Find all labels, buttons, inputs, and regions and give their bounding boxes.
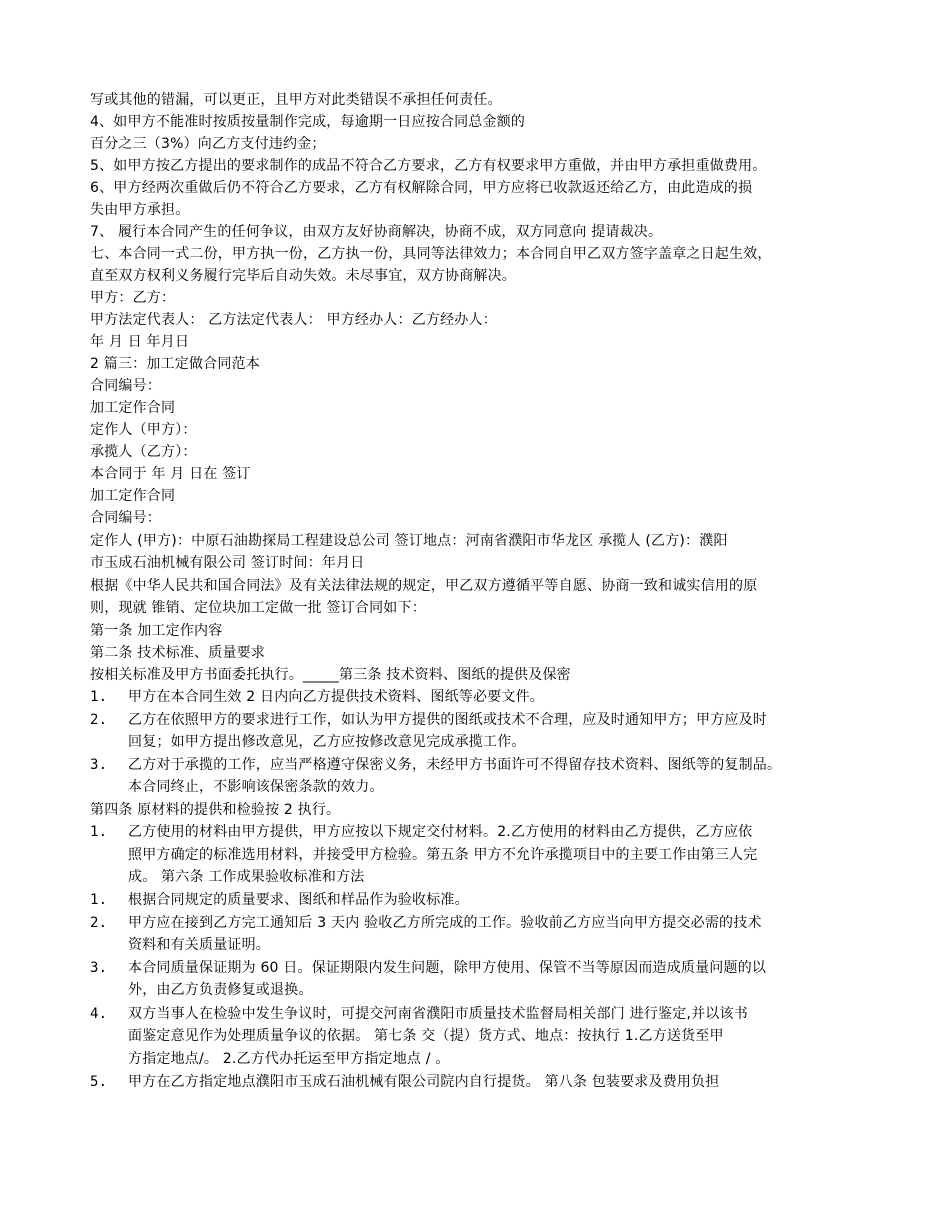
list-item — [90, 957, 766, 979]
item-text: 资料和有关质量证明。 — [128, 937, 270, 953]
list-item — [90, 1071, 720, 1093]
item-text: 方指定地点/。 2.乙方代办托运至甲方指定地点 / 。 — [128, 1051, 450, 1067]
text-line: 4、如甲方不能准时按质按量制作完成，每逾期一日应按合同总金额的 — [90, 114, 526, 130]
item-number: 5. — [90, 1074, 108, 1090]
text-line: 市玉成石油机械有限公司 签订时间：年月日 — [90, 555, 365, 571]
text-line: 5、如甲方按乙方提出的要求制作的成品不符合乙方要求，乙方有权要求甲方重做，并由甲方承担重做费用。 — [90, 158, 767, 174]
list-item — [90, 889, 469, 911]
item-number: 3. — [90, 757, 108, 773]
item-text: 成。 第六条 工作成果验收标准和方法 — [128, 869, 365, 885]
text-line: 7、 履行本合同产生的任何争议，由双方友好协商解决，协商不成，双方同意向 提请裁决。 — [90, 224, 663, 240]
text-line: 则，现就 锥销、定位块加工定做一批 签订合同如下： — [90, 600, 426, 616]
text-line: 第二条 技术标准、质量要求 — [90, 645, 266, 661]
text-line: 定作人 (甲方)：中原石油勘探局工程建设总公司 签订地点：河南省濮阳市华龙区 承揽人 (乙方)：濮阳 — [90, 533, 728, 549]
item-number: 3. — [90, 960, 108, 976]
item-text: 甲方在本合同生效 2 日内向乙方提供技术资料、图纸等必要文件。 — [128, 689, 545, 705]
text-line: 6、甲方经两次重做后仍不符合乙方要求，乙方有权解除合同，甲方应将已收款返还给乙方，由此造成的损 — [90, 180, 753, 196]
list-item — [90, 821, 752, 843]
text-line: 按相关标准及甲方书面委托执行。_____第三条 技术资料、图纸的提供及保密 — [90, 667, 571, 683]
text-line: 加工定作合同 — [90, 400, 176, 416]
list-item — [90, 709, 767, 731]
text-line: 年 月 日 年月日 — [90, 334, 190, 350]
text-line: 根据《中华人民共和国合同法》及有关法律法规的规定，甲乙双方遵循平等自愿、协商一致和诚实信用的原 — [90, 578, 758, 594]
item-number: 2. — [90, 712, 108, 728]
text-line: 甲方：乙方： — [90, 290, 176, 306]
item-text: 面鉴定意见作为处理质量争议的依据。 第七条 交（提）货方式、地点：按执行 1.乙方送货至甲 — [128, 1028, 724, 1044]
text-line: 合同编号： — [90, 510, 161, 526]
text-line: 承揽人（乙方）： — [90, 444, 197, 460]
text-line: 定作人（甲方）： — [90, 422, 197, 438]
list-item — [90, 912, 762, 934]
item-text: 乙方在依照甲方的要求进行工作，如认为甲方提供的图纸或技术不合理，应及时通知甲方；甲方应及时 — [128, 712, 767, 728]
text-line: 合同编号： — [90, 378, 161, 394]
item-number: 4. — [90, 1006, 108, 1022]
text-line: 百分之三（3%）向乙方支付违约金； — [90, 136, 326, 152]
text-line: 本合同于 年 月 日在 签订 — [90, 466, 251, 482]
list-item — [90, 686, 544, 708]
text-line: 加工定作合同 — [90, 488, 176, 504]
item-text: 甲方在乙方指定地点濮阳市玉成石油机械有限公司院内自行提货。 第八条 包装要求及费用负担 — [128, 1074, 720, 1090]
text-line: 第四条 原材料的提供和检验按 2 执行。 — [90, 802, 341, 818]
item-number: 1. — [90, 824, 108, 840]
list-item — [90, 1003, 748, 1025]
item-text: 双方当事人在检验中发生争议时，可提交河南省濮阳市质量技术监督局相关部门 进行鉴定,并以该书 — [128, 1006, 748, 1022]
item-text: 甲方应在接到乙方完工通知后 3 天内 验收乙方所完成的工作。验收前乙方应当向甲方提交必需的技术 — [128, 915, 762, 931]
text-line: 甲方法定代表人： 乙方法定代表人： 甲方经办人：乙方经办人： — [90, 312, 497, 328]
item-text: 外，由乙方负责修复或退换。 — [128, 982, 313, 998]
list-item — [90, 754, 781, 776]
item-number: 1. — [90, 689, 108, 705]
item-text: 乙方对于承揽的工作，应当严格遵守保密义务，未经甲方书面许可不得留存技术资料、图纸等的复制品。 — [128, 757, 782, 773]
item-text: 本合同终止，不影响该保密条款的效力。 — [128, 779, 384, 795]
item-text: 乙方使用的材料由甲方提供，甲方应按以下规定交付材料。2.乙方使用的材料由乙方提供，乙方应依 — [128, 824, 753, 840]
item-number: 2. — [90, 915, 108, 931]
text-line: 第一条 加工定作内容 — [90, 623, 223, 639]
text-line: 写或其他的错漏，可以更正，且甲方对此类错误不承担任何责任。 — [90, 92, 502, 108]
item-text: 照甲方确定的标准选用材料，并接受甲方检验。第五条 甲方不允许承揽项目中的主要工作由第三人完 — [128, 847, 758, 863]
item-text: 根据合同规定的质量要求、图纸和样品作为验收标准。 — [128, 892, 469, 908]
text-line: 直至双方权利义务履行完毕后自动失效。未尽事宜，双方协商解决。 — [90, 268, 516, 284]
item-number: 1. — [90, 892, 108, 908]
item-text: 本合同质量保证期为 60 日。保证期限内发生问题，除甲方使用、保管不当等原因而造成质量问题的以 — [128, 960, 767, 976]
text-line: 七、本合同一式二份，甲方执一份，乙方执一份，具同等法律效力；本合同自甲乙双方签字盖章之日起生效， — [90, 246, 772, 262]
item-text: 回复；如甲方提出修改意见，乙方应按修改意见完成承揽工作。 — [128, 734, 526, 750]
text-line: 失由甲方承担。 — [90, 202, 190, 218]
section-heading: 2 篇三：加工定做合同范本 — [90, 356, 260, 372]
